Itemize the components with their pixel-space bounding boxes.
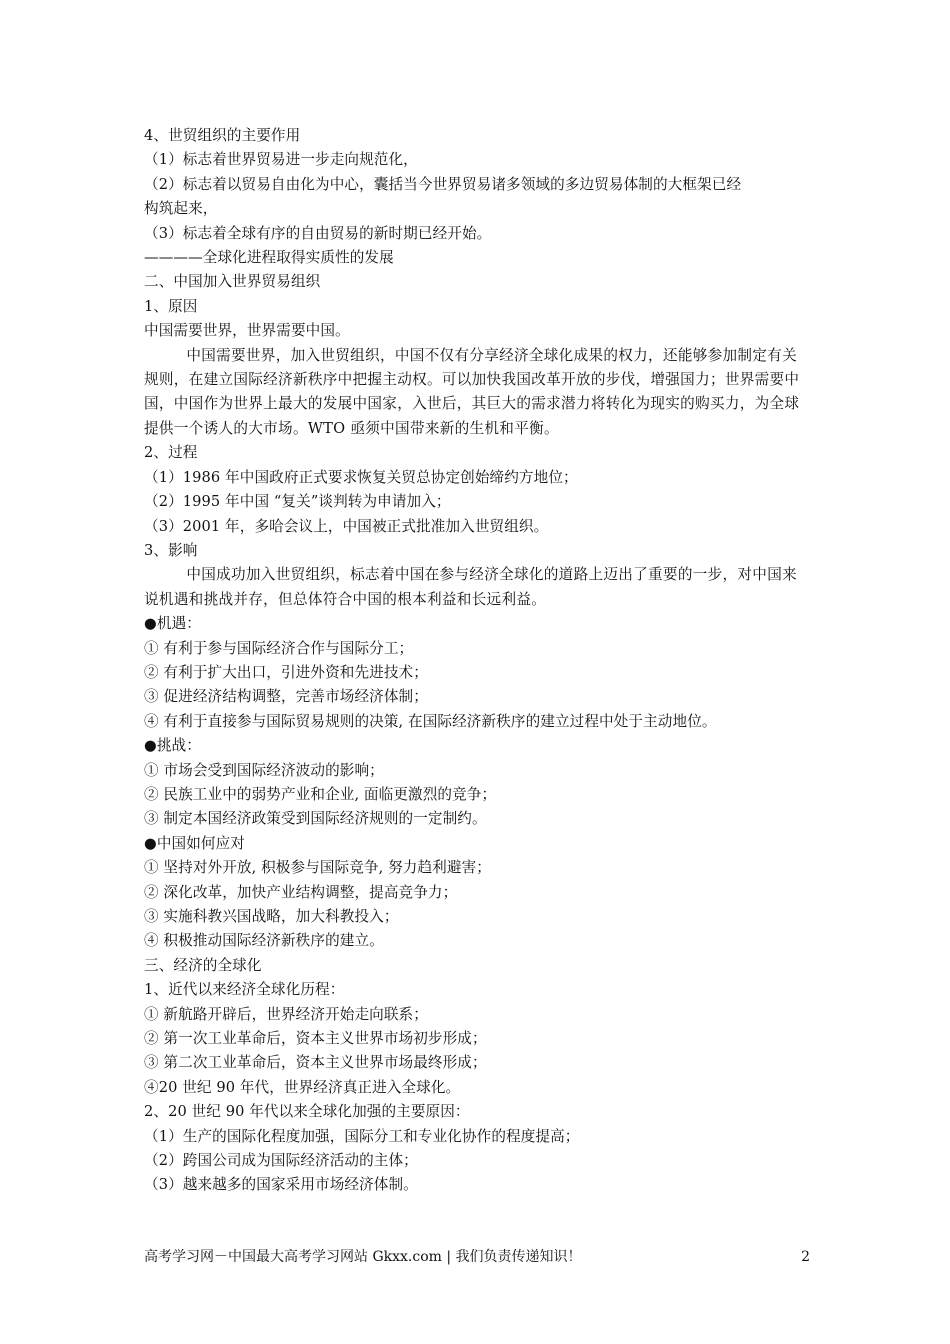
bullet-heading: ●挑战： — [144, 737, 201, 755]
document-body — [144, 124, 810, 1198]
section-heading: 4、世贸组织的主要作用 — [144, 127, 301, 144]
list-item: 构筑起来， — [144, 200, 218, 218]
part-heading: 三、经济的全球化 — [144, 956, 262, 974]
list-item: ③ 实施科教兴国战略，加大科教投入； — [144, 908, 399, 925]
list-item: ① 市场会受到国际经济波动的影响； — [144, 761, 384, 779]
bullet-heading: ●机遇： — [144, 615, 201, 633]
list-item: （2）跨国公司成为国际经济活动的主体； — [144, 1152, 418, 1170]
list-item: （1）生产的国际化程度加强，国际分工和专业化协作的程度提高； — [144, 1127, 580, 1145]
list-item: ① 坚持对外开放, 积极参与国际竞争, 努力趋利避害； — [144, 859, 491, 877]
list-item: ③ 制定本国经济政策受到国际经济规则的一定制约。 — [144, 810, 487, 828]
bullet-heading: ●中国如何应对 — [144, 834, 245, 852]
paragraph: 中国需要世界，加入世贸组织，中国不仅有分享经济全球化成果的权力，还能够参加制定有关规则，在建立国际经济新秩序中把握主动权。可以加快我国改革开放的步伐，增强国力；世界需要中国，中国作为世界上最大的发展中国家，入世后，其巨大的需求潜力将转化为现实的购买力，为全球提供一个诱人的大市场。WTO 亟须中国带来新的生机和平衡。 — [144, 346, 800, 437]
paragraph: 中国成功加入世贸组织，标志着中国在参与经济全球化的道路上迈出了重要的一步，对中国来说机遇和挑战并存，但总体符合中国的根本利益和长远利益。 — [144, 566, 797, 608]
summary-line: ————全球化进程取得实质性的发展 — [144, 249, 394, 267]
section-heading: 2、过程 — [144, 444, 198, 462]
section-heading: 1、原因 — [144, 297, 198, 315]
part-heading: 二、中国加入世界贸易组织 — [144, 273, 321, 291]
list-item: ② 深化改革，加快产业结构调整，提高竞争力； — [144, 883, 458, 901]
list-item: （3）越来越多的国家采用市场经济体制。 — [144, 1176, 418, 1194]
list-item: （3）标志着全球有序的自由贸易的新时期已经开始。 — [144, 224, 492, 242]
list-item: ① 有利于参与国际经济合作与国际分工； — [144, 639, 414, 657]
section-heading: 3、影响 — [144, 541, 198, 559]
list-item: ② 第一次工业革命后，资本主义世界市场初步形成； — [144, 1030, 487, 1048]
list-item: ④20 世纪 90 年代，世界经济真正进入全球化。 — [144, 1078, 461, 1096]
section-heading: 1、近代以来经济全球化历程： — [144, 981, 345, 999]
section-heading: 2、20 世纪 90 年代以来全球化加强的主要原因： — [144, 1103, 470, 1121]
footer-text: 高考学习网－中国最大高考学习网站 Gkxx.com | 我们负责传递知识！ — [144, 1249, 582, 1265]
list-item: （2）标志着以贸易自由化为中心，囊括当今世界贸易诸多领域的多边贸易体制的大框架已经 — [144, 175, 742, 193]
list-item: ② 民族工业中的弱势产业和企业, 面临更激烈的竞争； — [144, 785, 497, 803]
list-item: ④ 有利于直接参与国际贸易规则的决策, 在国际经济新秩序的建立过程中处于主动地位。 — [144, 712, 717, 730]
list-item: ① 新航路开辟后，世界经济开始走向联系； — [144, 1005, 428, 1023]
list-item: （2）1995 年中国 “复关”谈判转为申请加入； — [144, 493, 451, 511]
list-item: （1）1986 年中国政府正式要求恢复关贸总协定创始缔约方地位； — [144, 468, 578, 486]
list-item: ② 有利于扩大出口，引进外资和先进技术； — [144, 663, 428, 681]
list-item: ③ 促进经济结构调整，完善市场经济体制； — [144, 688, 428, 706]
lead-sentence: 中国需要世界，世界需要中国。 — [144, 322, 350, 340]
page-number: 2 — [801, 1249, 810, 1265]
list-item: ④ 积极推动国际经济新秩序的建立。 — [144, 932, 384, 950]
page-footer — [144, 1247, 810, 1267]
list-item: ③ 第二次工业革命后，资本主义世界市场最终形成； — [144, 1054, 487, 1072]
list-item: （3）2001 年，多哈会议上，中国被正式批准加入世贸组织。 — [144, 517, 549, 535]
list-item: （1）标志着世界贸易进一步走向规范化， — [144, 151, 418, 169]
